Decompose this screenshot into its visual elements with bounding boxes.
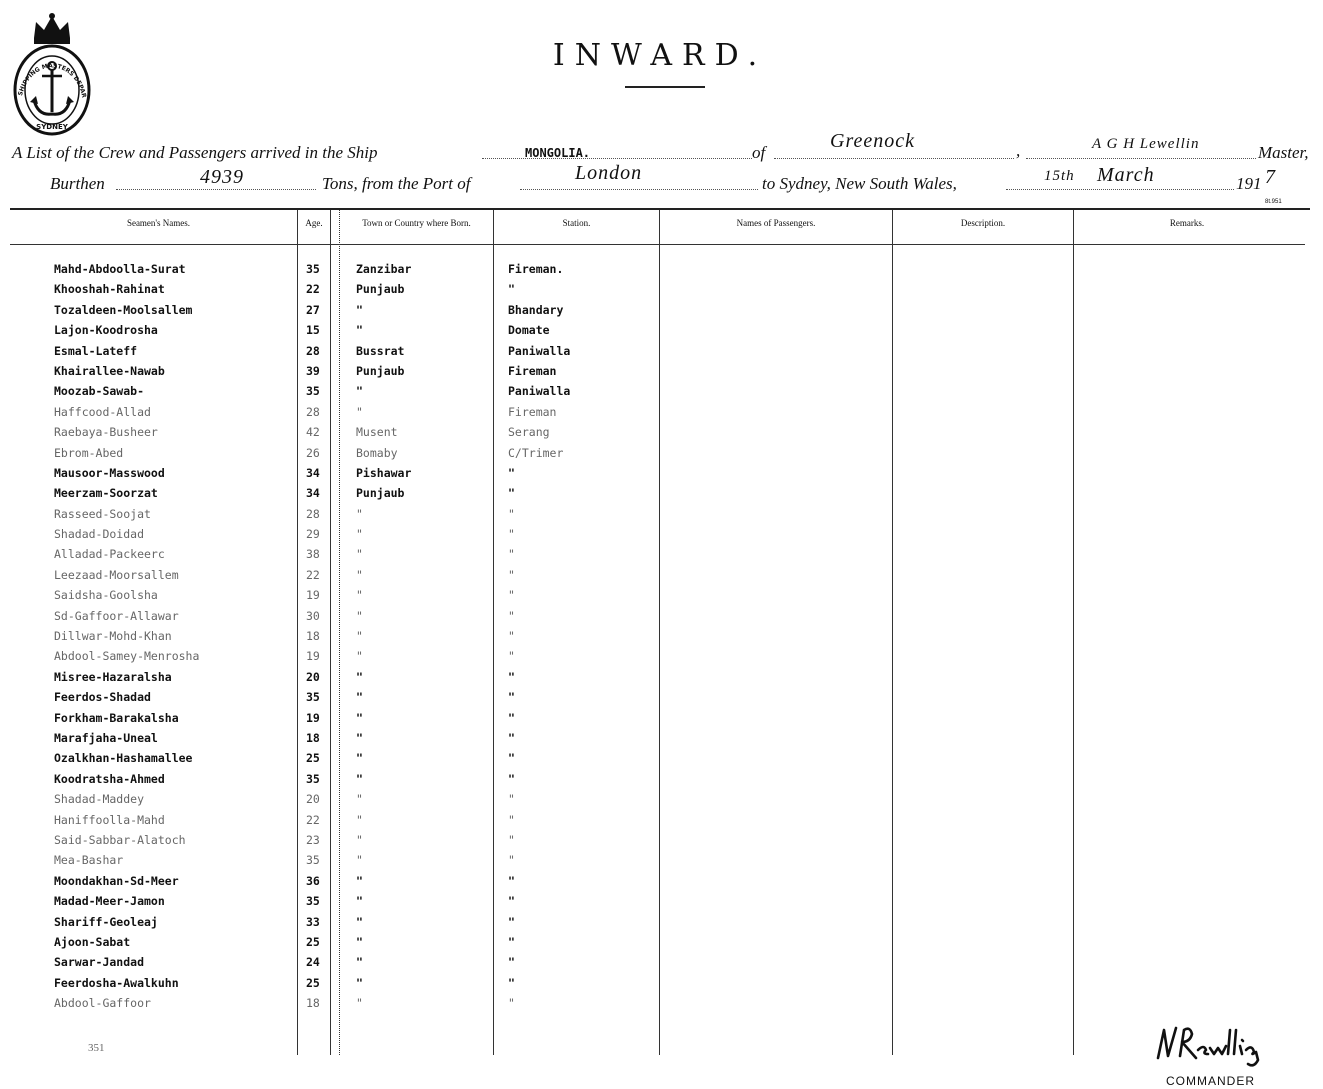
- seaman-name: Abdool-Gaffoor: [54, 996, 151, 1011]
- table-row: [0, 894, 700, 914]
- seaman-name: Feerdosha-Awalkuhn: [54, 975, 179, 990]
- table-row: [0, 486, 700, 506]
- seaman-name: Dillwar-Mohd-Khan: [54, 629, 172, 644]
- seaman-name: Esmal-Lateff: [54, 343, 138, 358]
- seaman-station: ": [508, 812, 515, 827]
- seaman-birthplace: ": [356, 832, 363, 847]
- seaman-birthplace: ": [356, 792, 363, 807]
- margin-note: 351: [88, 1042, 105, 1054]
- seaman-age: 22: [306, 812, 320, 827]
- seaman-name: Abdool-Samey-Menrosha: [54, 649, 200, 664]
- year-suffix: 7: [1265, 166, 1276, 188]
- table-row: [0, 282, 700, 302]
- seaman-station: ": [508, 527, 515, 542]
- seaman-station: ": [508, 853, 515, 868]
- seaman-name: Moozab-Sawab-: [54, 384, 145, 399]
- seaman-birthplace: ": [356, 669, 363, 684]
- commander-signature: [1150, 1020, 1300, 1070]
- home-port-dotted-line: [774, 158, 1014, 159]
- seaman-station: ": [508, 486, 515, 501]
- seaman-station: ": [508, 955, 515, 970]
- crown-anchor-seal-icon: [12, 8, 92, 136]
- seaman-station: ": [508, 649, 515, 664]
- seaman-station: ": [508, 730, 515, 745]
- master-dotted-line: [1026, 158, 1256, 159]
- seaman-age: 20: [306, 669, 320, 684]
- seaman-age: 20: [306, 792, 320, 807]
- seaman-birthplace: ": [356, 404, 363, 419]
- seaman-station: ": [508, 547, 515, 562]
- seaman-age: 25: [306, 751, 320, 766]
- table-row: [0, 935, 700, 955]
- seaman-station: ": [508, 914, 515, 929]
- seaman-station: Fireman: [508, 404, 557, 419]
- seaman-age: 35: [306, 894, 320, 909]
- ship-name: MONGOLIA.: [525, 146, 591, 160]
- arrival-day: 15th: [1044, 168, 1075, 184]
- seaman-name: Said-Sabbar-Alatoch: [54, 832, 186, 847]
- table-row: [0, 527, 700, 547]
- seaman-birthplace: ": [356, 812, 363, 827]
- table-row: [0, 955, 700, 975]
- svg-text:SHIPPING MASTERS DEPARTMENT: SHIPPING MASTERS DEPAR: [17, 62, 88, 99]
- seaman-birthplace: Punjaub: [356, 486, 405, 501]
- seaman-age: 36: [306, 873, 320, 888]
- seaman-birthplace: Musent: [356, 425, 398, 440]
- seaman-name: Moondakhan-Sd-Meer: [54, 873, 179, 888]
- seaman-age: 23: [306, 832, 320, 847]
- seaman-name: Shariff-Geoleaj: [54, 914, 158, 929]
- table-row: [0, 976, 700, 996]
- seaman-name: Raebaya-Busheer: [54, 425, 158, 440]
- form-number: 8t.951: [1265, 199, 1282, 205]
- seaman-name: Mea-Bashar: [54, 853, 124, 868]
- seaman-age: 28: [306, 343, 320, 358]
- table-row: [0, 751, 700, 771]
- seaman-birthplace: ": [356, 710, 363, 725]
- seaman-age: 24: [306, 955, 320, 970]
- seaman-age: 33: [306, 914, 320, 929]
- seaman-age: 34: [306, 486, 320, 501]
- table-row: [0, 853, 700, 873]
- col-description: Description.: [960, 218, 1006, 228]
- from-port-dotted-line: [520, 189, 758, 190]
- seaman-name: Alladad-Packeerc: [54, 547, 165, 562]
- seaman-name: Mahd-Abdoolla-Surat: [54, 262, 186, 276]
- seaman-age: 42: [306, 425, 320, 440]
- header-comma: ,: [1016, 141, 1021, 160]
- table-row: [0, 303, 700, 323]
- seaman-station: ": [508, 465, 515, 480]
- seaman-age: 35: [306, 853, 320, 868]
- seaman-name: Mausoor-Masswood: [54, 465, 165, 480]
- seaman-station: ": [508, 506, 515, 521]
- table-row: [0, 323, 700, 343]
- seaman-age: 19: [306, 710, 320, 725]
- table-row: [0, 874, 700, 894]
- seaman-age: 35: [306, 262, 320, 276]
- seaman-age: 25: [306, 934, 320, 949]
- column-divider: [1073, 210, 1074, 1055]
- seaman-birthplace: ": [356, 873, 363, 888]
- seaman-name: Meerzam-Soorzat: [54, 486, 158, 501]
- master-label: Master,: [1258, 143, 1309, 162]
- col-remarks: Remarks.: [1169, 218, 1205, 228]
- seaman-station: ": [508, 894, 515, 909]
- seaman-name: Haniffoolla-Mahd: [54, 812, 165, 827]
- seaman-age: 18: [306, 629, 320, 644]
- seaman-station: ": [508, 873, 515, 888]
- seaman-name: Ebrom-Abed: [54, 445, 124, 460]
- seaman-name: Misree-Hazaralsha: [54, 669, 172, 684]
- svg-text:SYDNEY: SYDNEY: [36, 123, 68, 131]
- seaman-station: ": [508, 669, 515, 684]
- seaman-station: Serang: [508, 425, 550, 440]
- table-row: [0, 507, 700, 527]
- seaman-birthplace: ": [356, 608, 363, 623]
- seaman-station: ": [508, 282, 515, 297]
- seaman-station: Paniwalla: [508, 384, 571, 399]
- seaman-age: 28: [306, 506, 320, 521]
- seaman-birthplace: ": [356, 588, 363, 603]
- col-age: Age.: [305, 218, 323, 228]
- home-port: Greenock: [830, 130, 915, 152]
- seaman-name: Sd-Gaffoor-Allawar: [54, 608, 179, 623]
- seaman-name: Rasseed-Soojat: [54, 506, 151, 521]
- table-row: [0, 915, 700, 935]
- table-row: [0, 996, 700, 1016]
- seaman-name: Khooshah-Rahinat: [54, 282, 165, 297]
- seaman-birthplace: ": [356, 567, 363, 582]
- seaman-age: 35: [306, 690, 320, 705]
- seaman-name: Forkham-Barakalsha: [54, 710, 179, 725]
- of-label: of: [752, 143, 766, 162]
- seaman-birthplace: ": [356, 384, 363, 399]
- table-row: [0, 364, 700, 384]
- seaman-name: Haffcood-Allad: [54, 404, 151, 419]
- seaman-station: ": [508, 690, 515, 705]
- seaman-station: ": [508, 996, 515, 1011]
- seaman-birthplace: ": [356, 629, 363, 644]
- seaman-name: Marafjaha-Uneal: [54, 730, 158, 745]
- seaman-station: Fireman.: [508, 262, 564, 276]
- seaman-age: 22: [306, 567, 320, 582]
- seaman-birthplace: ": [356, 527, 363, 542]
- burthen-label: Burthen: [50, 174, 105, 193]
- seaman-name: Saidsha-Goolsha: [54, 588, 158, 603]
- seaman-age: 30: [306, 608, 320, 623]
- table-row: [0, 384, 700, 404]
- table-row: [0, 547, 700, 567]
- seaman-name: Shadad-Maddey: [54, 792, 145, 807]
- seaman-name: Feerdos-Shadad: [54, 690, 151, 705]
- destination-label: to Sydney, New South Wales,: [762, 174, 957, 193]
- col-seamens-names: Seamen's Names.: [126, 218, 191, 228]
- header-line1-prefix: A List of the Crew and Passengers arrived in the Ship: [12, 143, 378, 162]
- seaman-age: 27: [306, 302, 320, 317]
- seaman-station: Fireman: [508, 363, 557, 378]
- table-row: [0, 466, 700, 486]
- seaman-birthplace: Pishawar: [356, 465, 412, 480]
- seaman-name: Shadad-Doidad: [54, 527, 145, 542]
- seaman-birthplace: Bomaby: [356, 445, 398, 460]
- seaman-birthplace: ": [356, 771, 363, 786]
- seaman-birthplace: ": [356, 323, 363, 338]
- burthen-dotted-line: [116, 189, 316, 190]
- commander-label: COMMANDER: [1166, 1074, 1255, 1088]
- table-row: [0, 792, 700, 812]
- table-row: [0, 649, 700, 669]
- seaman-age: 18: [306, 996, 320, 1011]
- arrival-month: March: [1097, 164, 1155, 186]
- table-row: [0, 711, 700, 731]
- seaman-station: ": [508, 832, 515, 847]
- table-row: [0, 568, 700, 588]
- table-row: [0, 629, 700, 649]
- col-born: Town or Country where Born.: [362, 218, 471, 228]
- ship-name-dotted-line: [482, 158, 752, 159]
- seaman-birthplace: Zanzibar: [356, 262, 412, 276]
- seaman-age: 35: [306, 771, 320, 786]
- seaman-age: 22: [306, 282, 320, 297]
- seaman-station: Bhandary: [508, 302, 564, 317]
- column-divider: [892, 210, 893, 1055]
- seaman-station: ": [508, 934, 515, 949]
- table-row: [0, 690, 700, 710]
- table-row: [0, 670, 700, 690]
- seaman-age: 29: [306, 527, 320, 542]
- seaman-name: Khairallee-Nawab: [54, 363, 165, 378]
- seaman-age: 19: [306, 649, 320, 664]
- seaman-birthplace: ": [356, 996, 363, 1011]
- document-title: INWARD.: [552, 38, 768, 73]
- table-row: [0, 772, 700, 792]
- table-top-rule: [10, 208, 1310, 210]
- seaman-birthplace: ": [356, 302, 363, 317]
- table-row: [0, 425, 700, 445]
- seaman-birthplace: Punjaub: [356, 282, 405, 297]
- tons-label: Tons, from the Port of: [322, 174, 471, 193]
- seaman-age: 39: [306, 363, 320, 378]
- seaman-station: ": [508, 710, 515, 725]
- seaman-age: 38: [306, 547, 320, 562]
- table-row: [0, 731, 700, 751]
- seaman-name: Leezaad-Moorsallem: [54, 567, 179, 582]
- col-passengers: Names of Passengers.: [736, 218, 816, 228]
- table-header-rule: [10, 244, 1305, 245]
- seaman-birthplace: ": [356, 975, 363, 990]
- seaman-station: ": [508, 751, 515, 766]
- seaman-station: ": [508, 567, 515, 582]
- burthen-value: 4939: [200, 166, 244, 188]
- year-prefix: 191: [1236, 174, 1262, 193]
- seaman-station: ": [508, 629, 515, 644]
- seaman-station: ": [508, 771, 515, 786]
- seaman-name: Sarwar-Jandad: [54, 955, 145, 970]
- seaman-birthplace: ": [356, 955, 363, 970]
- col-station: Station.: [562, 218, 591, 228]
- seaman-name: Ajoon-Sabat: [54, 934, 131, 949]
- master-name: A G H Lewellin: [1092, 136, 1200, 152]
- seaman-age: 15: [306, 323, 320, 338]
- signature-scrawl: [1150, 1020, 1300, 1070]
- table-row: [0, 405, 700, 425]
- seaman-age: 19: [306, 588, 320, 603]
- seaman-birthplace: Punjaub: [356, 363, 405, 378]
- seaman-birthplace: ": [356, 690, 363, 705]
- seaman-station: Paniwalla: [508, 343, 571, 358]
- seaman-station: ": [508, 975, 515, 990]
- title-ornament-rule: [625, 86, 705, 88]
- seaman-birthplace: ": [356, 649, 363, 664]
- seaman-birthplace: ": [356, 934, 363, 949]
- seaman-name: Tozaldeen-Moolsallem: [54, 302, 193, 317]
- table-row: [0, 813, 700, 833]
- seaman-station: Domate: [508, 323, 550, 338]
- table-row: [0, 609, 700, 629]
- table-row: [0, 344, 700, 364]
- table-row: [0, 833, 700, 853]
- seaman-birthplace: Bussrat: [356, 343, 405, 358]
- seaman-birthplace: ": [356, 506, 363, 521]
- seaman-birthplace: ": [356, 853, 363, 868]
- seaman-age: 28: [306, 404, 320, 419]
- seaman-birthplace: ": [356, 730, 363, 745]
- seaman-station: ": [508, 792, 515, 807]
- from-port: London: [575, 162, 643, 184]
- seaman-name: Madad-Meer-Jamon: [54, 894, 165, 909]
- crew-table-body: [0, 262, 700, 1016]
- seaman-name: Lajon-Koodrosha: [54, 323, 158, 338]
- table-row: [0, 262, 700, 282]
- seaman-age: 18: [306, 730, 320, 745]
- seaman-name: Koodratsha-Ahmed: [54, 771, 165, 786]
- seaman-age: 26: [306, 445, 320, 460]
- table-row: [0, 446, 700, 466]
- department-seal: [12, 8, 92, 136]
- seaman-age: 25: [306, 975, 320, 990]
- seaman-birthplace: ": [356, 751, 363, 766]
- seaman-birthplace: ": [356, 914, 363, 929]
- seaman-name: Ozalkhan-Hashamallee: [54, 751, 193, 766]
- seaman-birthplace: ": [356, 894, 363, 909]
- seaman-age: 34: [306, 465, 320, 480]
- seaman-station: C/Trimer: [508, 445, 564, 460]
- seaman-birthplace: ": [356, 547, 363, 562]
- table-row: [0, 588, 700, 608]
- date-dotted-line: [1006, 189, 1234, 190]
- seaman-station: ": [508, 588, 515, 603]
- seaman-age: 35: [306, 384, 320, 399]
- seaman-station: ": [508, 608, 515, 623]
